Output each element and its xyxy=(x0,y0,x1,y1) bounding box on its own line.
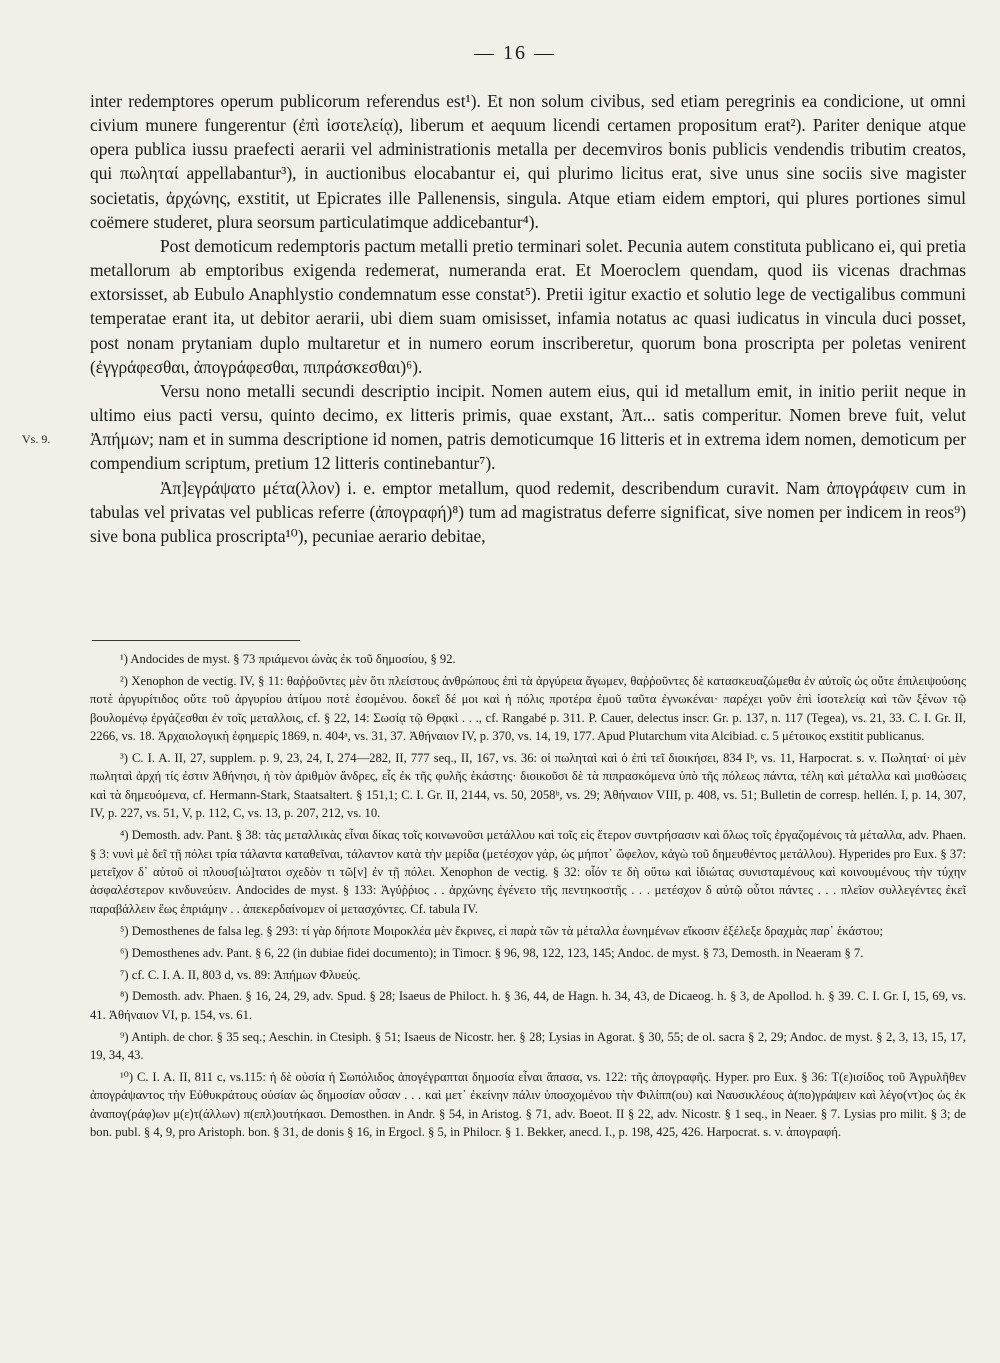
footnote: ⁴) Demosth. adv. Pant. § 38: τὰς μεταλλικὰς εἶναι δίκας τοῖς κοινωνοῦσι μετάλλου καὶ τοῖς εἰς ἕτερον συντρήσασιν καὶ ὅλως τοῖς ἐργαζομένοις τὰ μέταλλα, adv. Phaen. § 3: νυνὶ μὲ δεῖ τῇ πόλει τρία τάλαντα καταθεῖναι, τάλαντον κατὰ τὴν μερίδα (μετέσχον γάρ, ὡς μήποτ᾽ ὤφελον, κἀγὼ τοῦ δημευθέντος μετάλλου). Hyperides pro Eux. § 37: μετεῖχον δ᾽ αὐτοῦ οἱ πλουσ[ιώ]τατοι σχεδὸν τι τῶ[ν] ἐν τῇ πόλει. Xenophon de vectig. § 32: οἷόν τε δὴ οὕτω καὶ ἰδιώτας συνισταμένους καὶ κοινουμένους τὴν τύχην ἀσφαλέστερον κινδυνεύειν. Andocides de myst. § 133: Ἀγύῤῥιος . . ἀρχώνης ἐγένετο τῆς πεντηκοστῆς . . . μετέσχον δ αὐτῷ οὗτοι πάντες . . . πλεῖον συλλεγέντες ἐκεῖ παραβάλλειν ἕως ἐπριάμην . . ἀπεκερδαίνομεν οἱ μετασχόντες. Cf. tabula IV. xyxy=(90,828,966,916)
footnote: ³) C. I. A. II, 27, supplem. p. 9, 23, 24, I, 274—282, II, 777 seq., II, 167, vs. 36: οἱ πωληταὶ καὶ ὁ ἐπὶ τεῖ διοικήσει, 834 Iᵇ, vs. 11, Harpocrat. s. v. Πωληταί· οἱ μὲν πωληταὶ ἀρχή τίς ἐστιν Ἀθήνησι, ἡ τὸν ἀριθμὸν ἄνδρες, εἷς ἐκ τῆς φυλῆς ἑκάστης· διοικοῦσι δὲ τὰ πιπρασκόμενα ὑπὸ τῆς πόλεως πάντα, τέλη καὶ μέταλλα καὶ μισθώσεις καὶ τὰ δημευόμενα, cf. Hermann-Stark, Staatsaltert. § 151,1; C. I. Gr. II, 2144, vs. 50, 2058ᵇ, vs. 29; Ἀθήναιον VIII, p. 408, vs. 51; Bulletin de corresp. hellén. I, p. 14, 307, IV, p. 227, vs. 51, V, p. 112, C, vs. 13, p. 207, 212, vs. 10. xyxy=(90,751,966,821)
footnotes xyxy=(90,650,966,1145)
paragraph: Versu nono metalli secundi descriptio incipit. Nomen autem eius, qui id metallum emit, in initio periit neque in ultimo eius pacti versu, quinto decimo, ex litteris primis, quae exstant, Ἀπ... satis comperitur. Nomen breve fuit, velut Ἀπήμων; nam et in summa descriptione id nomen, patris demoticumque 16 litteris et in extrema idem nomen, demoticum per compendium scriptum, pretium 12 litteris continebantur⁷). xyxy=(90,380,966,474)
footnote: ⁵) Demosthenes de falsa leg. § 293: τί γὰρ δήποτε Μοιροκλέα μὲν ἔκρινες, εἰ παρὰ τῶν τὰ μέταλλα ἐωνημένων εἴκοσιν ἐξέλεξε δραχμὰς παρ᾽ ἑκάστου; xyxy=(120,923,884,938)
page-number: — 16 — xyxy=(474,42,556,64)
footnote: ⁸) Demosth. adv. Phaen. § 16, 24, 29, adv. Spud. § 28; Isaeus de Philoct. h. § 36, 44, de Hagn. h. 34, 43, de Dicaeog. h. § 3, de Apollod. h. § 39. C. I. Gr. I, 15, 69, vs. 41. Ἀθήναιον VI, p. 154, vs. 61. xyxy=(90,989,966,1022)
paragraph: Post demoticum redemptoris pactum metalli pretio terminari solet. Pecunia autem constituta publicano ei, qui pretia metallorum ab emptoribus exigenda redemerat, numeranda erat. Et Moeroclem quendam, quod iis vicenas drachmas extorsisset, ab Eubulo Anaphlystio condemnatum esse constat⁵). Pretii igitur exactio et solutio lege de vectigalibus communi temperatae erant ita, ut debitor aerarii, ubi diem suam omisisset, infamia notatus ac quasi iudicatus in vincula duci posset, post nonam prytaniam duplo multaretur et in numero eorum inscriberetur, quorum bona proscripta per poletas venirent (ἐγγράφεσθαι, ἀπογράφεσθαι, πιπράσκεσθαι)⁶). xyxy=(90,235,966,377)
footnote: ⁷) cf. C. I. A. II, 803 d, vs. 89: Ἀπήμων Φλυεύς. xyxy=(120,967,361,982)
footnote: ²) Xenophon de vectig. IV, § 11: θαῤῥοῦντες μὲν ὅτι πλείστους ἀνθρώπους ἐπὶ τὰ ἀργύρεια ἄγωμεν, θαῤῥοῦντες δὲ κατασκευαζώμεθα ἐν αὐτοῖς ὡς οὔτε ἐπιλειψούσης ποτὲ ἀργυρίτιδος οὔτε τοῦ ἀργυρίου ἀτίμου ποτὲ ἐσομένου. δοκεῖ δέ μοι καὶ ἡ πόλις προτέρα ἐμοῦ ταῦτα ἐγνωκέναι· παρέχει γοῦν ἐπὶ ἰσοτελείᾳ καὶ τῶν ξένων τῷ βουλομένῳ ἐργάζεσθαι ἐν τοῖς μεταλλοις, cf. § 22, 14: Σωσίᾳ τῷ Θρᾳκὶ . . ., cf. Rangabé p. 311. P. Cauer, delectus inscr. Gr. p. 137, n. 117 (Tegea), vs. 21, 33. C. I. Gr. II, 2266, vs. 18. Ἀρχαιολογικὴ ἐφημερίς 1869, n. 404ᵃ, vs. 31, 37. Ἀθήναιον IV, p. 370, vs. 14, 19, 177. Apud Plutarchum vita Alcibiad. c. 5 μέτοικος exstitit publicanus. xyxy=(90,673,966,744)
footnote: ¹⁰) C. I. A. II, 811 c, vs.115: ἡ δὲ οὐσία ἡ Σωπόλιδος ἀπογέγραπται δημοσία εἶναι ἅπασα, vs. 122: τῆς ἀπογραφῆς. Hyper. pro Eux. § 36: Τ(ε)ισίδος τοῦ Ἀγρυλῆθεν ἀπογράψαντος τὴν Εὐθυκράτους οὐσίαν ὡς δημοσίαν οὖσαν . . . καὶ μετ᾽ ἐκείνην πάλιν ὑποσχομένου τὴν Φιλίππ(ου) καὶ Ναυσικλέους ἀ(πο)γράψειν καὶ λέγο(ντ)ος ὡς ἐκ ἀναπογ(ράφ)ων μ(ε)τ(άλλων) π(επλ)ουτήκασι. Demosthen. in Andr. § 54, in Aristog. § 71, adv. Boeot. II § 22, adv. Nicostr. § 1 seq., in Neaer. § 7. Lysias pro milit. § 3; de bon. publ. § 4, 9, pro Aristoph. bon. § 31, de donis § 16, in Ergocl. § 5, in Philocr. § 1. Bekker, anecd. I., p. 198, 425, 426. Harpocrat. s. v. ἀπογραφή. xyxy=(90,1070,966,1140)
footnote-divider xyxy=(92,640,300,641)
main-text xyxy=(90,89,966,548)
margin-note: Vs. 9. xyxy=(22,432,51,446)
paragraph: Ἀπ]εγράψατο μέτα(λλον) i. e. emptor metallum, quod redemit, describendum curavit. Nam ἀπογράφειν cum in tabulas vel privatas vel publicas referre (ἀπογραφή)⁸) tum ad magistratus deferre significat, sive nomen per indicem in reos⁹) sive bona publica proscripta¹⁰), pecuniae aerario debitae, xyxy=(90,477,966,546)
paragraph: inter redemptores operum publicorum referendus est¹). Et non solum civibus, sed etiam peregrinis ea condicione, ut omni civium munere fungerentur (ἐπὶ ἰσοτελείᾳ), liberum et aequum licendi certamen propositum erat²). Pariter denique atque opera publica iussu praefecti aerarii vel administrationis metalla per decemviros bonis publicis vendendis tributim creatos, qui πωληταί appellabantur³), in auctionibus elocabantur ei, qui plurimo licitus erat, sive unus sine sociis sive magister societatis, ἀρχώνης, exstitit, ut Epicrates ille Pallenensis, singula. Atque etiam eidem emptori, qui plures portiones simul coëmere studeret, plura seorsum particulatimque addicebantur⁴). xyxy=(90,91,966,232)
footnote: ⁹) Antiph. de chor. § 35 seq.; Aeschin. in Ctesiph. § 51; Isaeus de Nicostr. her. § 28; Lysias in Agorat. § 30, 55; de ol. sacra § 2, 29; Andoc. de myst. § 2, 3, 13, 15, 17, 19, 34, 43. xyxy=(90,1029,966,1063)
footnote: ⁶) Demosthenes adv. Pant. § 6, 22 (in dubiae fidei documento); in Timocr. § 96, 98, 122, 123, 145; Andoc. de myst. § 73, Demosth. in Neaeram § 7. xyxy=(120,945,864,960)
footnote: ¹) Andocides de myst. § 73 πριάμενοι ὠνὰς ἐκ τοῦ δημοσίου, § 92. xyxy=(120,652,456,666)
